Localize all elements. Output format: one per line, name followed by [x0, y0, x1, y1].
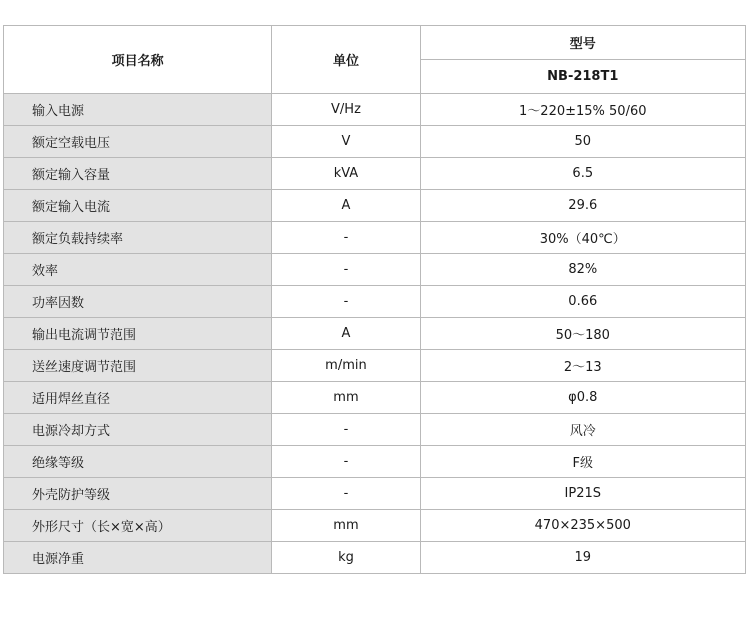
row-name: 外形尺寸（长×宽×高） [4, 510, 272, 542]
row-unit: A [272, 318, 420, 350]
row-name: 额定负载持续率 [4, 222, 272, 254]
row-name: 额定输入电流 [4, 190, 272, 222]
header-model-label: 型号 [420, 26, 745, 60]
row-value: F级 [420, 446, 745, 478]
row-name: 输入电源 [4, 94, 272, 126]
table-row [4, 222, 746, 254]
header-model-value: NB-218T1 [420, 60, 745, 94]
table-row [4, 158, 746, 190]
row-value: φ0.8 [420, 382, 745, 414]
table-row [4, 382, 746, 414]
row-value: IP21S [420, 478, 745, 510]
table-row [4, 446, 746, 478]
row-name: 输出电流调节范围 [4, 318, 272, 350]
row-name: 额定输入容量 [4, 158, 272, 190]
table-row [4, 510, 746, 542]
table-row [4, 542, 746, 574]
table-row [4, 190, 746, 222]
row-name: 额定空载电压 [4, 126, 272, 158]
row-unit: - [272, 286, 420, 318]
spec-table [3, 25, 746, 574]
row-name: 送丝速度调节范围 [4, 350, 272, 382]
row-value: 风冷 [420, 414, 745, 446]
row-value: 50～180 [420, 318, 745, 350]
table-row [4, 318, 746, 350]
header-item-name: 项目名称 [4, 26, 272, 94]
row-unit: A [272, 190, 420, 222]
row-value: 29.6 [420, 190, 745, 222]
row-unit: mm [272, 510, 420, 542]
table-row [4, 286, 746, 318]
row-unit: - [272, 478, 420, 510]
row-unit: kVA [272, 158, 420, 190]
row-unit: - [272, 414, 420, 446]
row-name: 效率 [4, 254, 272, 286]
row-unit: - [272, 222, 420, 254]
table-row [4, 478, 746, 510]
row-unit: m/min [272, 350, 420, 382]
row-unit: kg [272, 542, 420, 574]
row-value: 30%（40℃） [420, 222, 745, 254]
table-row [4, 126, 746, 158]
row-value: 50 [420, 126, 745, 158]
table-row [4, 414, 746, 446]
row-name: 电源净重 [4, 542, 272, 574]
row-name: 外壳防护等级 [4, 478, 272, 510]
row-name: 电源冷却方式 [4, 414, 272, 446]
row-value: 0.66 [420, 286, 745, 318]
table-row [4, 350, 746, 382]
row-unit: - [272, 254, 420, 286]
row-value: 19 [420, 542, 745, 574]
header-unit: 单位 [272, 26, 420, 94]
row-value: 6.5 [420, 158, 745, 190]
row-unit: V [272, 126, 420, 158]
row-name: 功率因数 [4, 286, 272, 318]
row-unit: mm [272, 382, 420, 414]
row-unit: V/Hz [272, 94, 420, 126]
row-value: 470×235×500 [420, 510, 745, 542]
row-name: 绝缘等级 [4, 446, 272, 478]
row-value: 1～220±15% 50/60 [420, 94, 745, 126]
row-value: 82% [420, 254, 745, 286]
row-value: 2～13 [420, 350, 745, 382]
table-row [4, 254, 746, 286]
row-name: 适用焊丝直径 [4, 382, 272, 414]
row-unit: - [272, 446, 420, 478]
table-row [4, 94, 746, 126]
